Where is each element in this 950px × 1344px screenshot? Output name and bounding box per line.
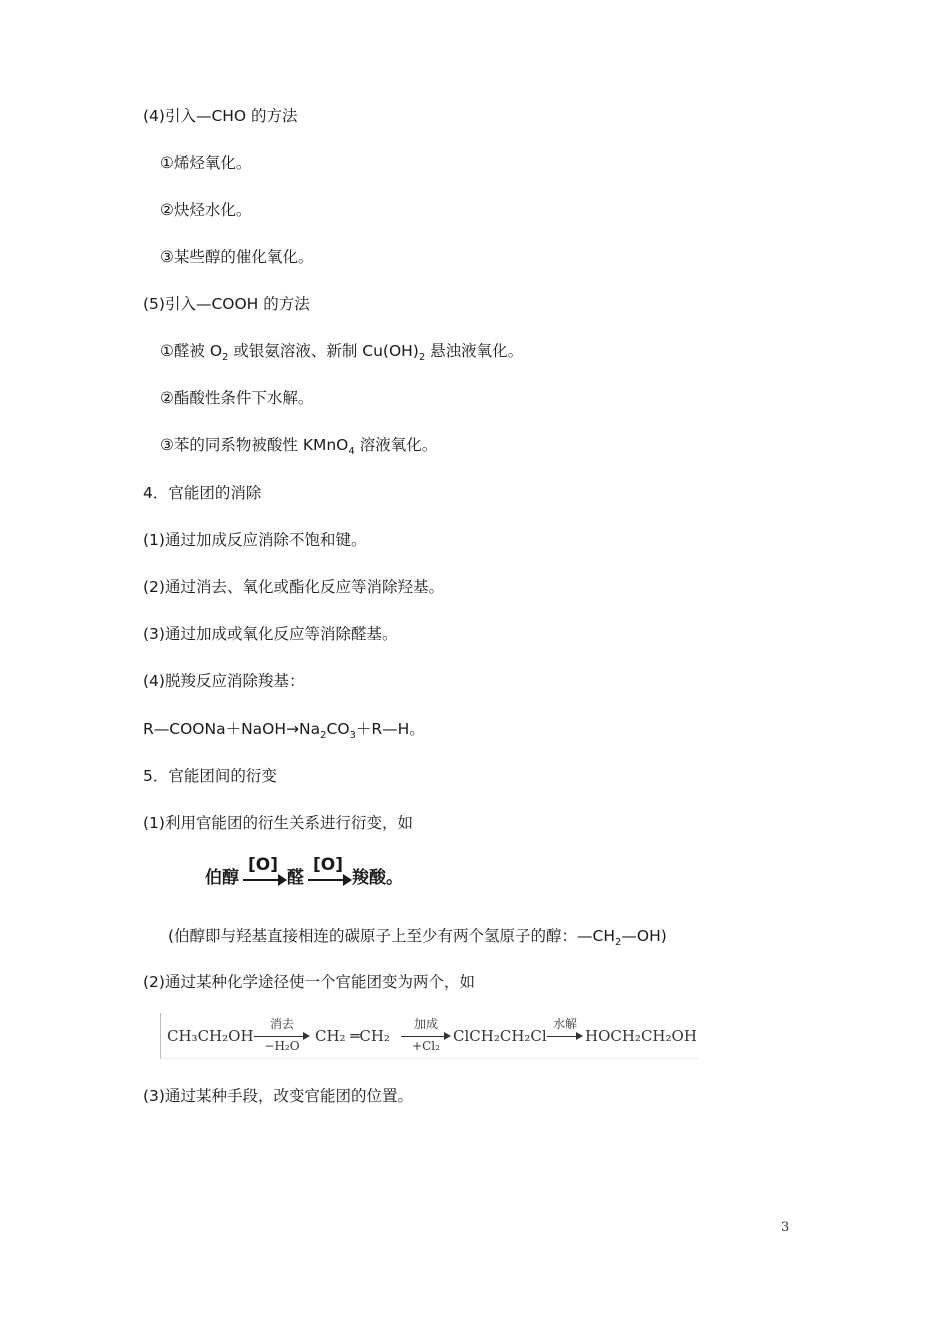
- arrow-label: [O]: [313, 854, 343, 875]
- reaction-condition: 加成: [413, 1017, 438, 1031]
- heading-introduce-cho: (4)引入—CHO 的方法: [143, 107, 298, 125]
- paragraph: (2)通过消去、氧化或酯化反应等消除羟基。: [143, 578, 444, 596]
- decarboxylation-equation: $R—COONa+NaOH\to Na_2CO_3+R—H$。: [143, 720, 425, 741]
- scheme-ethylene: CH₂ ═CH₂: [315, 1027, 390, 1045]
- paragraph: (3)通过某种手段，改变官能团的位置。: [143, 1087, 413, 1105]
- arrow-label: [O]: [248, 854, 278, 875]
- paragraph: (1)通过加成反应消除不饱和键。: [143, 531, 367, 549]
- reaction-condition: +Cl₂: [412, 1039, 440, 1053]
- reaction-condition: −H₂O: [264, 1039, 300, 1053]
- list-item: ①烯烃氧化。: [160, 154, 252, 172]
- section-title-transformation: 5．官能团间的衍变: [143, 767, 277, 785]
- list-item: ②酯酸性条件下水解。: [160, 389, 314, 407]
- reaction-arrow: [547, 1015, 583, 1055]
- paragraph: (1)利用官能团的衍生关系进行衍变，如: [143, 814, 413, 832]
- scheme-ethylene-glycol: HOCH₂CH₂OH: [585, 1027, 697, 1045]
- chain-primary-alcohol: 伯醇: [205, 868, 239, 888]
- scheme-dichloroethane: ClCH₂CH₂Cl: [453, 1027, 547, 1045]
- chain-carboxylic-acid: 羧酸。: [352, 868, 403, 888]
- list-item: ③苯的同系物被酸性 KMnO$_4$ 溶液氧化。: [160, 436, 438, 457]
- reaction-arrow: [239, 854, 287, 889]
- paragraph: (3)通过加成或氧化反应等消除醛基。: [143, 625, 398, 643]
- oxidation-chain: [205, 854, 403, 889]
- list-item: ③某些醇的催化氧化。: [160, 248, 314, 266]
- chain-aldehyde: 醛: [287, 868, 304, 888]
- primary-alcohol-note: (伯醇即与羟基直接相连的碳原子上至少有两个氢原子的醇：$—CH_2—OH$): [168, 927, 667, 948]
- paragraph: (4)脱羧反应消除羧基：: [143, 672, 305, 690]
- page-number: 3: [781, 1220, 790, 1235]
- list-item: ②炔烃水化。: [160, 201, 252, 219]
- scheme-ethanol: CH₃CH₂OH: [167, 1027, 254, 1045]
- reaction-scheme-image: [160, 1013, 699, 1059]
- heading-introduce-cooh: (5)引入—COOH 的方法: [143, 295, 310, 313]
- list-item: ①醛被 $O_2$ 或银氨溶液、新制 $Cu(OH)_2$ 悬浊液氧化。: [160, 342, 524, 363]
- paragraph: (2)通过某种化学途径使一个官能团变为两个，如: [143, 973, 475, 991]
- reaction-arrow: [254, 1015, 310, 1055]
- reaction-arrow: [401, 1015, 451, 1055]
- section-title-elimination: 4．官能团的消除: [143, 484, 262, 502]
- reaction-condition: 水解: [552, 1017, 577, 1031]
- reaction-arrow: [304, 854, 352, 889]
- reaction-condition: 消去: [269, 1017, 294, 1031]
